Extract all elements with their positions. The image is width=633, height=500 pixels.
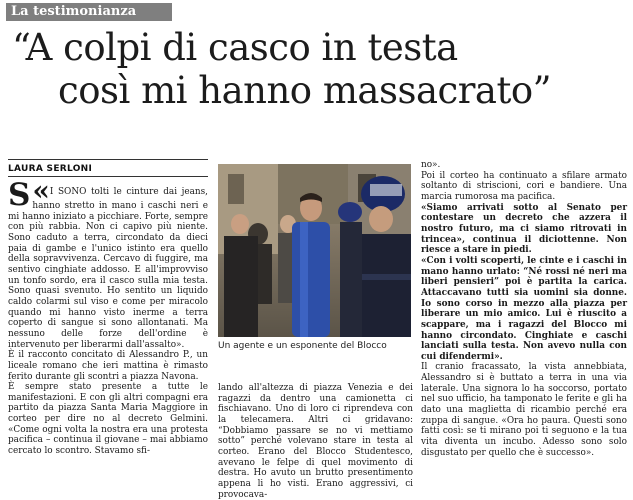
article-paragraph-bold: «Con i volti scoperti, le cinte e i caschi in mano hanno urlato: “Né rossi né neri ma liberi pensieri” poi è partita la carica. Attaccavano tutti sia uomini sia donne. Io sono corso in mezzo alla piazza per liberare un mio amico. Lui è riuscito a scappare, ma i ragazzi del Blocco mi hanno circondato. Cinghiate e caschi lanciati sulla testa. Non avevo nulla con cui difendermi». — [421, 255, 627, 362]
article-paragraph: Il cranio fracassato, la vista annebbiata, Alessandro si è buttato a terra in una via laterale. Una signora lo ha soccorso, portato nel suo ufficio, ha tamponato le ferite e gli ha dato una maglietta di ricambio perché era zuppa di sangue. «Ora ho paura. Questi sono fatti così: se ti mirano poi ti seguono e la tua vita diventa un incubo. Adesso sono solo disgustato per quello che è successo». — [421, 362, 627, 458]
headline — [8, 26, 628, 112]
article-paragraph-bold: «Siamo arrivati sotto al Senato per contestare un decreto che azzera il nostro futuro, ma ci siamo ritrovati in trincea», continua il diciottenne. Non riesce a stare in piedi. — [421, 202, 627, 256]
article-lead-paragraph — [8, 174, 208, 350]
photo-caption: Un agente e un esponente del Blocco — [218, 341, 387, 351]
article-column-2 — [218, 383, 413, 500]
article-column-1 — [8, 174, 208, 457]
article-paragraph: È sempre stato presente a tutte le manifestazioni. E con gli altri compagni era partito da piazza Santa Maria Maggiore in corteo per dire no al decreto Gelmini. «Come ogni volta la nostra era una protesta pacifica – continua il giovane – mai abbiamo cercato lo scontro. Stavamo sfi- — [8, 382, 208, 457]
section-kicker: La testimonianza — [6, 3, 172, 21]
article-paragraph: Poi il corteo ha continuato a sfilare armato soltanto di striscioni, cori e bandiere. Una marcia rumorosa ma pacifica. — [421, 170, 627, 202]
byline-rule — [8, 159, 208, 160]
byline: LAURA SERLONI — [8, 164, 93, 174]
article-paragraph: È il racconto concitato di Alessandro P., un liceale romano che ieri mattina è rimasto ferito durante gli scontri a piazza Navona. — [8, 350, 208, 382]
news-photo — [218, 164, 411, 337]
article-paragraph: no». — [421, 160, 441, 170]
drop-cap: S — [8, 177, 31, 213]
photo-illustration — [218, 164, 411, 337]
opening-quote-mark: « — [32, 174, 50, 207]
article-column-3 — [421, 160, 627, 458]
headline-line-1: “A colpi di casco in testa — [12, 26, 458, 69]
lead-text: I SONO tolti le cinture dai jeans, hanno stretto in mano i caschi neri e mi hanno iniziato a picchiare. Forte, sempre con più rabbia. Non ci capivo più niente. Sono caduto a terra, circondato da dieci paia di gambe e l'unico istinto era quello della sopravvivenza. Cercavo di fuggire, ma sentivo cinghiate addosso. E all'improvviso un tonfo sordo, era il casco sulla mia testa. Sono quasi svenuto. Ho sentito un liquido caldo colarmi sul viso e come per miracolo quando mi hanno visto inerme a terra coperto di sangue si sono allontanati. Ma nessuno delle forze dell'ordine è intervenuto per liberarmi dall'assalto». — [8, 187, 208, 350]
article-paragraph: lando all'altezza di piazza Venezia e dei ragazzi da dentro una camionetta ci fischiavano. Uno di loro ci riprendeva con la telecamera. Altri ci gridavano: “Dobbiamo passare se no vi mettiamo sotto” perché volevano stare in testa al corteo. Erano del Blocco Studentesco, avevano le felpe di quel movimento di destra. Ho avuto un brutto presentimento appena li ho visti. Erano aggressivi, ci provocava- — [218, 383, 413, 500]
headline-line-2: così mi hanno massacrato” — [58, 69, 552, 112]
